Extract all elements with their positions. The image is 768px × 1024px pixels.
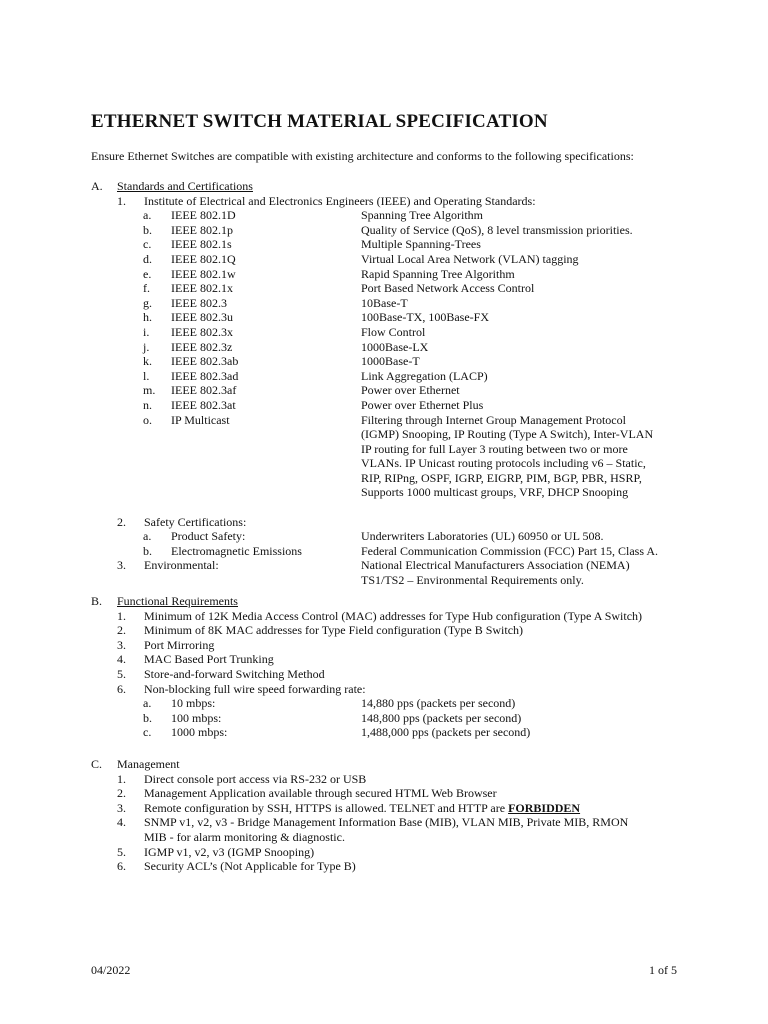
multicast-continuation: Supports 1000 multicast groups, VRF, DHCP Snooping: [361, 485, 629, 500]
list-item: 5. Store-and-forward Switching Method: [117, 666, 325, 681]
standard-row: i. IEEE 802.3x Flow Control: [143, 324, 426, 339]
section-b-heading: Functional Requirements: [117, 594, 238, 608]
forbidden-emphasis: FORBIDDEN: [508, 800, 581, 815]
rate-row: b. 100 mbps: 148,800 pps (packets per second): [143, 710, 522, 725]
section-c-heading: Management: [117, 757, 180, 771]
standard-row: d. IEEE 802.1Q Virtual Local Area Network (VLAN) tagging: [143, 251, 579, 266]
section-heading: C. Management: [91, 757, 180, 771]
multicast-continuation: IP routing for full Layer 3 routing between two or more: [361, 441, 628, 456]
list-item: 5. IGMP v1, v2, v3 (IGMP Snooping): [117, 844, 315, 859]
safety-row: b. Electromagnetic Emissions Federal Communication Commission (FCC) Part 15, Class A.: [143, 543, 658, 558]
list-item: 4. SNMP v1, v2, v3 - Bridge Management Information Base (MIB), VLAN MIB, Private MIB, RMON: [117, 815, 629, 830]
standard-row: h. IEEE 802.3u 100Base-TX, 100Base-FX: [143, 310, 489, 325]
safety-row: a. Product Safety: Underwriters Laboratories (UL) 60950 or UL 508.: [143, 529, 604, 544]
list-item: 3. Environmental: National Electrical Manufacturers Association (NEMA): [117, 558, 630, 573]
section-a: [91, 179, 691, 588]
standard-row: c. IEEE 802.1s Multiple Spanning-Trees: [143, 237, 481, 252]
standard-row: j. IEEE 802.3z 1000Base-LX: [143, 339, 429, 354]
multicast-continuation: (IGMP) Snooping, IP Routing (Type A Switch), Inter-VLAN: [361, 427, 654, 442]
list-item: 2. Safety Certifications:: [117, 514, 247, 529]
footer-page-number: 1 of 5: [649, 963, 677, 977]
intro-paragraph: Ensure Ethernet Switches are compatible with existing architecture and conforms to the following specifications:: [91, 149, 634, 163]
section-b: [91, 594, 691, 740]
standard-row: g. IEEE 802.3 10Base-T: [143, 295, 408, 310]
list-item: 3. Remote configuration by SSH, HTTPS is allowed. TELNET and HTTP are FORBIDDEN: [117, 800, 581, 815]
standard-row: f. IEEE 802.1x Port Based Network Access Control: [143, 281, 535, 296]
standard-row: a. IEEE 802.1D Spanning Tree Algorithm: [143, 208, 484, 223]
list-item: 2. Minimum of 8K MAC addresses for Type Field configuration (Type B Switch): [117, 623, 524, 638]
rate-row: a. 10 mbps: 14,880 pps (packets per second): [143, 696, 516, 711]
section-c: [91, 757, 691, 874]
multicast-continuation: RIP, RIPng, OSPF, IGRP, EIGRP, PIM, BGP, PBR, HSRP,: [361, 470, 642, 485]
list-item: 1. Minimum of 12K Media Access Control (MAC) addresses for Type Hub configuration (Type A Switch): [117, 608, 643, 623]
list-item: 2. Management Application available through secured HTML Web Browser: [117, 786, 497, 801]
standard-row: l. IEEE 802.3ad Link Aggregation (LACP): [143, 368, 488, 383]
multicast-continuation: VLANs. IP Unicast routing protocols including v6 – Static,: [361, 456, 646, 471]
list-item: 6. Security ACL’s (Not Applicable for Type B): [117, 859, 356, 874]
standard-row: k. IEEE 802.3ab 1000Base-T: [143, 354, 420, 369]
list-item-continuation: MIB - for alarm monitoring & diagnostic.: [144, 829, 345, 844]
standard-row: m. IEEE 802.3af Power over Ethernet: [143, 383, 460, 398]
list-item: 1. Direct console port access via RS-232 or USB: [117, 771, 367, 786]
standard-row: b. IEEE 802.1p Quality of Service (QoS), 8 level transmission priorities.: [143, 222, 633, 237]
section-a-heading: Standards and Certifications: [117, 179, 253, 193]
list-item: 4. MAC Based Port Trunking: [117, 652, 274, 667]
standard-row: e. IEEE 802.1w Rapid Spanning Tree Algorithm: [143, 266, 515, 281]
list-item: 3. Port Mirroring: [117, 637, 215, 652]
rate-row: c. 1000 mbps: 1,488,000 pps (packets per second): [143, 725, 531, 740]
section-heading: B. Functional Requirements: [91, 594, 238, 608]
environmental-continuation: TS1/TS2 – Environmental Requirements only.: [361, 573, 584, 588]
standard-row: n. IEEE 802.3at Power over Ethernet Plus: [143, 397, 484, 412]
standard-row: o. IP Multicast Filtering through Internet Group Management Protocol: [143, 412, 626, 427]
list-item: 6. Non-blocking full wire speed forwarding rate:: [117, 681, 366, 696]
footer-date: 04/2022: [91, 963, 131, 977]
section-heading: A. Standards and Certifications: [91, 179, 253, 193]
document-title: ETHERNET SWITCH MATERIAL SPECIFICATION: [91, 111, 548, 132]
list-item: 1. Institute of Electrical and Electronics Engineers (IEEE) and Operating Standards:: [117, 193, 536, 208]
